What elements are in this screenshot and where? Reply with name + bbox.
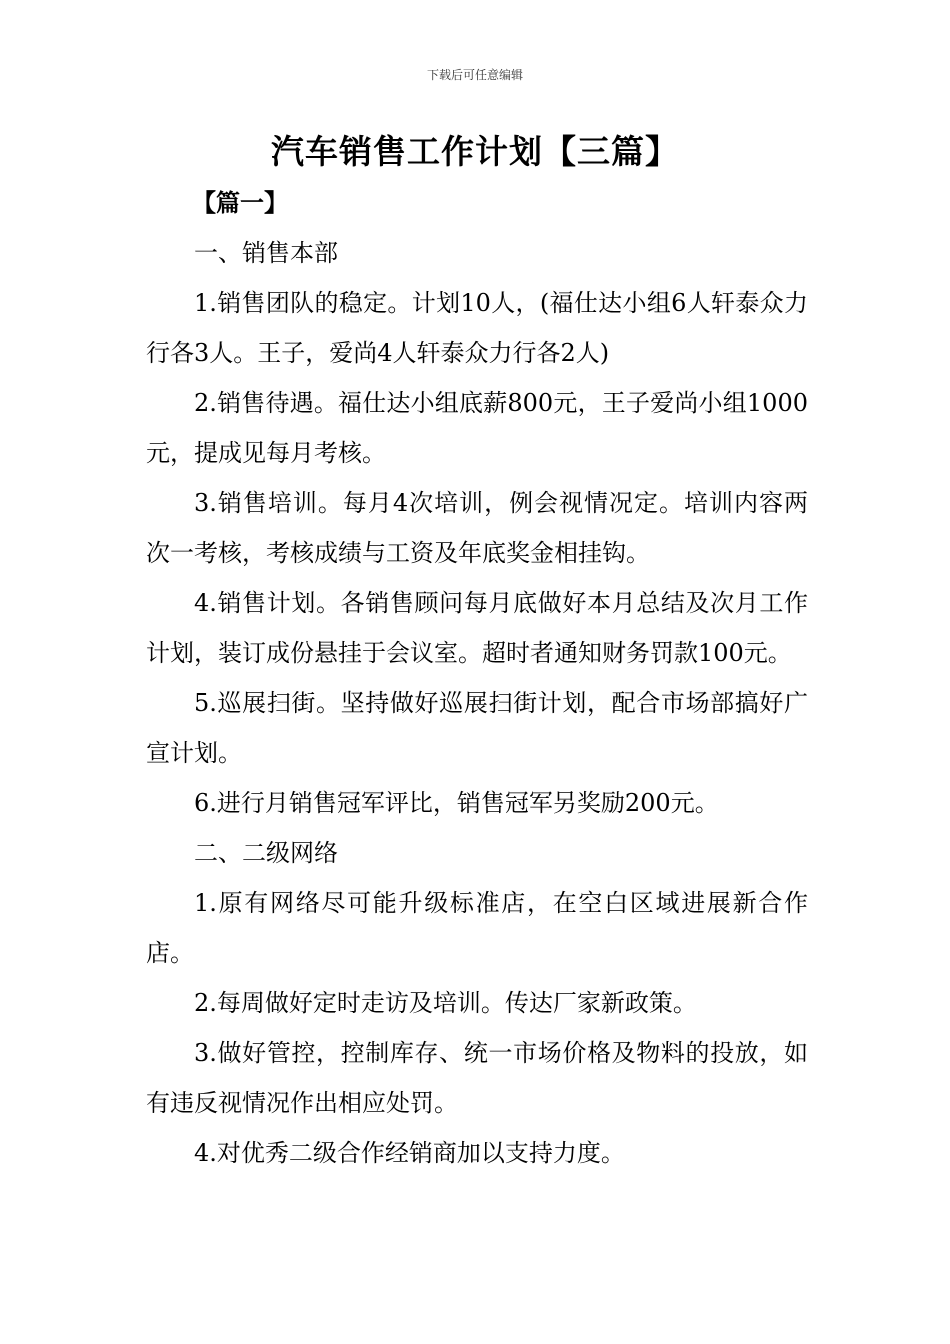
paragraph: 4.对优秀二级合作经销商加以支持力度。 — [194, 1139, 625, 1167]
paragraph: 1.原有网络尽可能升级标准店，在空白区域进展新合作店。 — [146, 889, 808, 967]
paragraph: 2.销售待遇。福仕达小组底薪800元，王子爱尚小组1000元，提成见每月考核。 — [146, 389, 808, 467]
paragraph: 1.销售团队的稳定。计划10人，(福仕达小组6人轩泰众力行各3人。王子，爱尚4人轩泰众力行各2人) — [146, 289, 808, 367]
heading-secondary-network: 二、二级网络 — [194, 839, 338, 867]
document-body — [146, 178, 808, 1178]
heading-sales-dept: 一、销售本部 — [194, 239, 338, 267]
paragraph: 3.销售培训。每月4次培训，例会视情况定。培训内容两次一考核，考核成绩与工资及年底奖金相挂钩。 — [146, 489, 808, 567]
paragraph: 6.进行月销售冠军评比，销售冠军另奖励200元。 — [194, 789, 719, 817]
paragraph: 4.销售计划。各销售顾问每月底做好本月总结及次月工作计划，装订成份悬挂于会议室。超时者通知财务罚款100元。 — [146, 589, 808, 667]
paragraph: 3.做好管控，控制库存、统一市场价格及物料的投放，如有违反视情况作出相应处罚。 — [146, 1039, 808, 1117]
header-note: 下载后可任意编辑 — [426, 68, 523, 82]
paragraph: 5.巡展扫街。坚持做好巡展扫街计划，配合市场部搞好广宣计划。 — [146, 689, 808, 767]
paragraph: 2.每周做好定时走访及培训。传达厂家新政策。 — [194, 989, 697, 1017]
section-tag: 【篇一】 — [192, 189, 288, 217]
document-title: 汽车销售工作计划【三篇】 — [271, 132, 679, 171]
